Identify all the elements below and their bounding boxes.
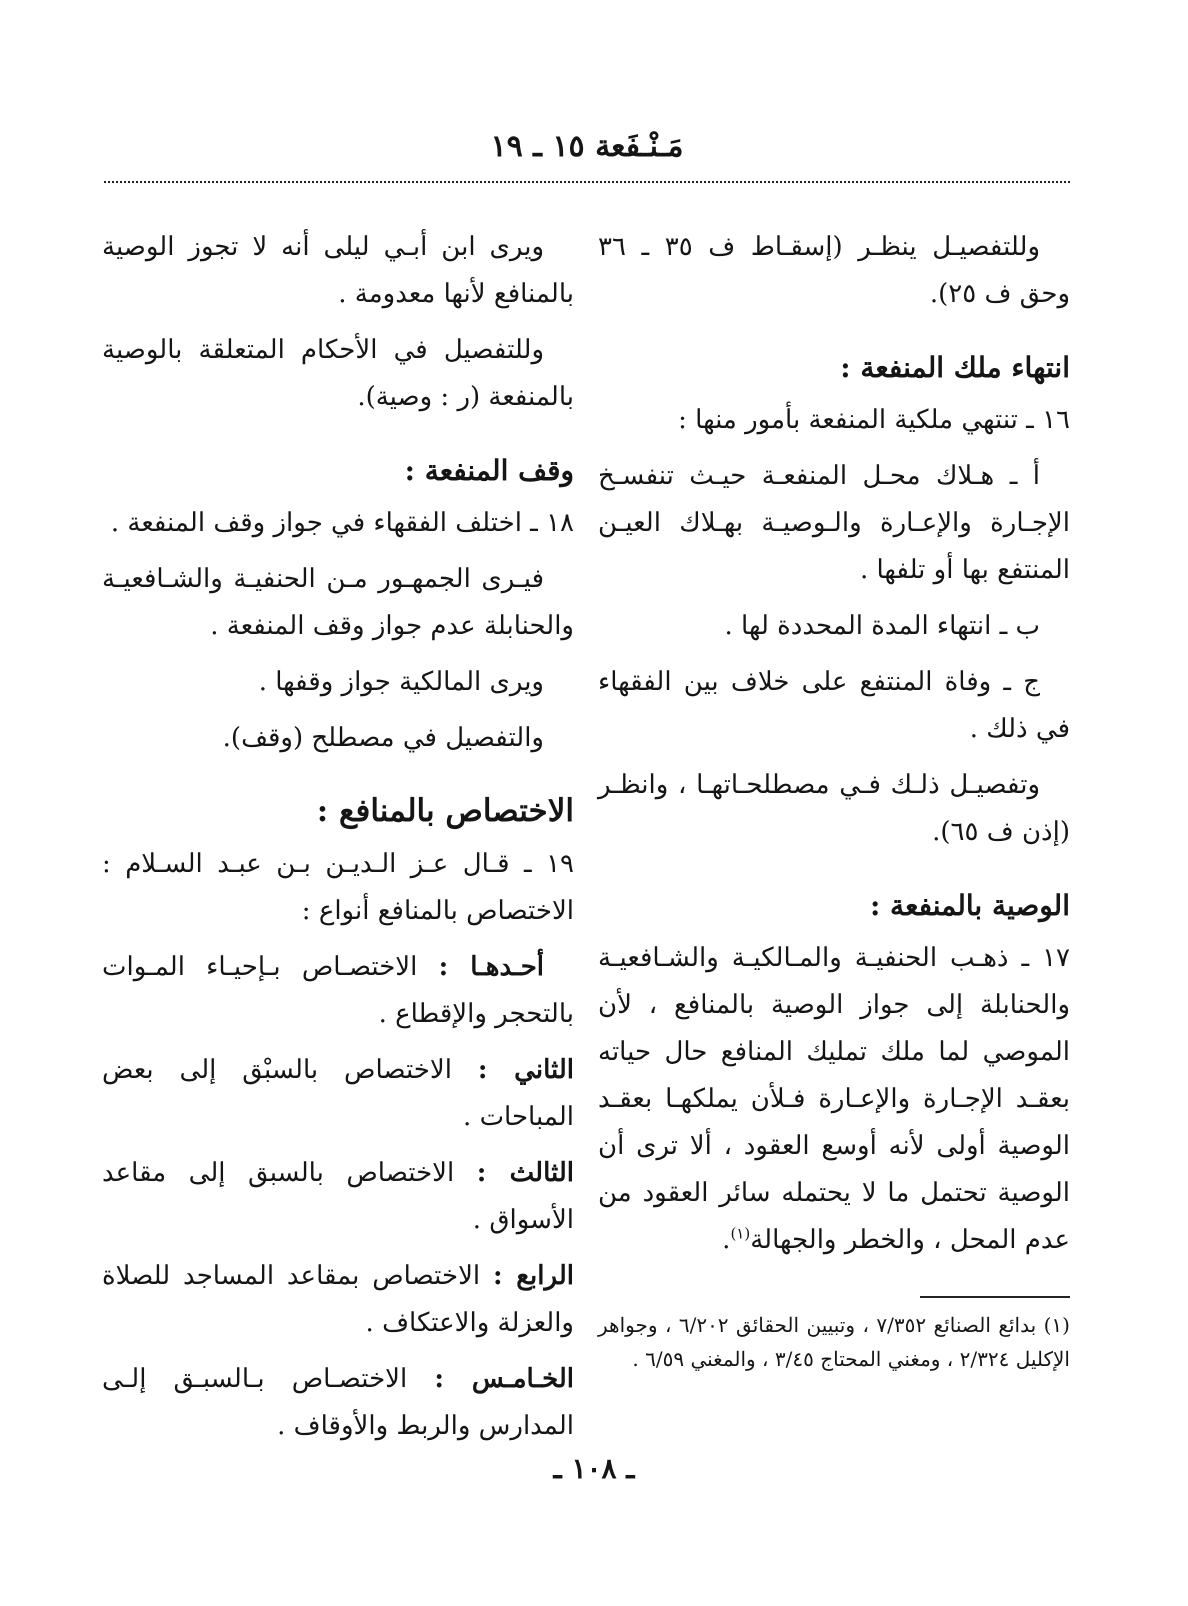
list-item-term: الثالث : bbox=[476, 1158, 575, 1188]
section-heading: الاختصاص بالمنافع : bbox=[316, 793, 574, 829]
paragraph: ويرى ابن أبـي ليلى أنه لا تجوز الوصية بالمنافع لأنها معدومة . bbox=[102, 232, 574, 309]
paragraph: وتفصيـل ذلـك فـي مصطلحـاتهـا ، وانظـر (إذن ف ٦٥). bbox=[598, 770, 1070, 847]
paragraph bbox=[598, 935, 1070, 1264]
paragraph: ب ـ انتهاء المدة المحددة لها . bbox=[724, 611, 1040, 641]
paragraph: فيـرى الجمهـور مـن الحنفيـة والشـافعيـة والحنابلة عدم جواز وقف المنفعة . bbox=[102, 564, 574, 641]
list-item bbox=[102, 944, 574, 1038]
list-item-text: الاختصـاص بـإحيـاء المـوات بالتحجر والإقطاع . bbox=[102, 952, 574, 1029]
page-header-title: مَـنْـفَعة ١٥ ـ ١٩ bbox=[490, 129, 684, 164]
list-item-text: الاختصاص بالسبق إلى مقاعد الأسواق . bbox=[102, 1158, 574, 1235]
section-heading: انتهاء ملك المنفعة : bbox=[840, 351, 1070, 384]
header-dotted-rule bbox=[104, 181, 1070, 183]
paragraph: والتفصيل في مصطلح (وقف). bbox=[222, 723, 544, 753]
paragraph: ١٨ ـ اختلف الفقهاء في جواز وقف المنفعة . bbox=[110, 508, 574, 538]
list-item-term: أحـدهـا : bbox=[438, 952, 545, 982]
paragraph: ج ـ وفاة المنتفع على خلاف بين الفقهاء في ذلك . bbox=[598, 667, 1070, 744]
right-column bbox=[598, 224, 1070, 1376]
left-column bbox=[102, 224, 574, 1459]
list-item bbox=[102, 1356, 574, 1450]
paragraph-text: ١٧ ـ ذهـب الحنفيـة والمـالكيـة والشـافعيـة والحنابلة إلى جواز الوصية بالمنافع ، لأن الموصي لما ملك تمليك المنافع حال حياته بعقـد الإجـارة والإعـارة فـلأن يملكهـا بعقـد الوصية أولى لأنه أوسع العقود ، ألا ترى أن الوصية تحتمل ما لا يحتمله سائر العقود من عدم المحل ، والخطر والجهالة bbox=[598, 943, 1070, 1255]
list-item-term: الخـامـس : bbox=[434, 1364, 574, 1394]
footnote-marker: (١) bbox=[730, 1224, 751, 1243]
paragraph: ويرى المالكية جواز وقفها . bbox=[258, 667, 544, 697]
list-item-term: الرابع : bbox=[492, 1261, 574, 1291]
footnote: (١) بدائع الصنائع ٧/٣٥٢ ، وتبيين الحقائق ٦/٢٠٢ ، وجواهر الإكليل ٢/٣٢٤ ، ومغني المحتاج ٣/٤٥ ، والمغني ٦/٥٩ . bbox=[598, 1313, 1070, 1371]
paragraph-end: . bbox=[722, 1225, 731, 1255]
list-item bbox=[102, 1150, 574, 1244]
list-item-term: الثاني : bbox=[477, 1055, 574, 1085]
list-item-text: الاختصاص بمقاعد المساجد للصلاة والعزلة والاعتكاف . bbox=[102, 1261, 574, 1338]
paragraph: ١٩ ـ قـال عـز الـديـن بـن عبـد السـلام : الاختصاص بالمنافع أنواع : bbox=[102, 849, 574, 926]
footnote-rule bbox=[920, 1296, 1070, 1298]
section-heading: وقف المنفعة : bbox=[404, 454, 574, 487]
list-item bbox=[102, 1047, 574, 1141]
page-number: ـ ١٠٨ ـ bbox=[553, 1452, 635, 1485]
list-item bbox=[102, 1253, 574, 1347]
paragraph: ١٦ ـ تنتهي ملكية المنفعة بأمور منها : bbox=[678, 405, 1070, 435]
list-item-text: الاختصـاص بـالسبـق إلـى المدارس والربط والأوقاف . bbox=[102, 1364, 574, 1441]
list-item-text: الاختصاص بالسبْق إلى بعض المباحات . bbox=[102, 1055, 574, 1132]
paragraph: وللتفصيل في الأحكام المتعلقة بالوصية بالمنفعة (ر : وصية). bbox=[102, 335, 574, 412]
paragraph: أ ـ هـلاك محـل المنفعـة حيـث تنفسـخ الإجـارة والإعـارة والـوصيـة بهـلاك العيـن المنتفع بها أو تلفها . bbox=[598, 461, 1070, 585]
section-heading: الوصية بالمنفعة : bbox=[869, 889, 1070, 922]
paragraph: وللتفصيـل ينظـر (إسقـاط ف ٣٥ ـ ٣٦ وحق ف ٢٥). bbox=[598, 232, 1070, 309]
